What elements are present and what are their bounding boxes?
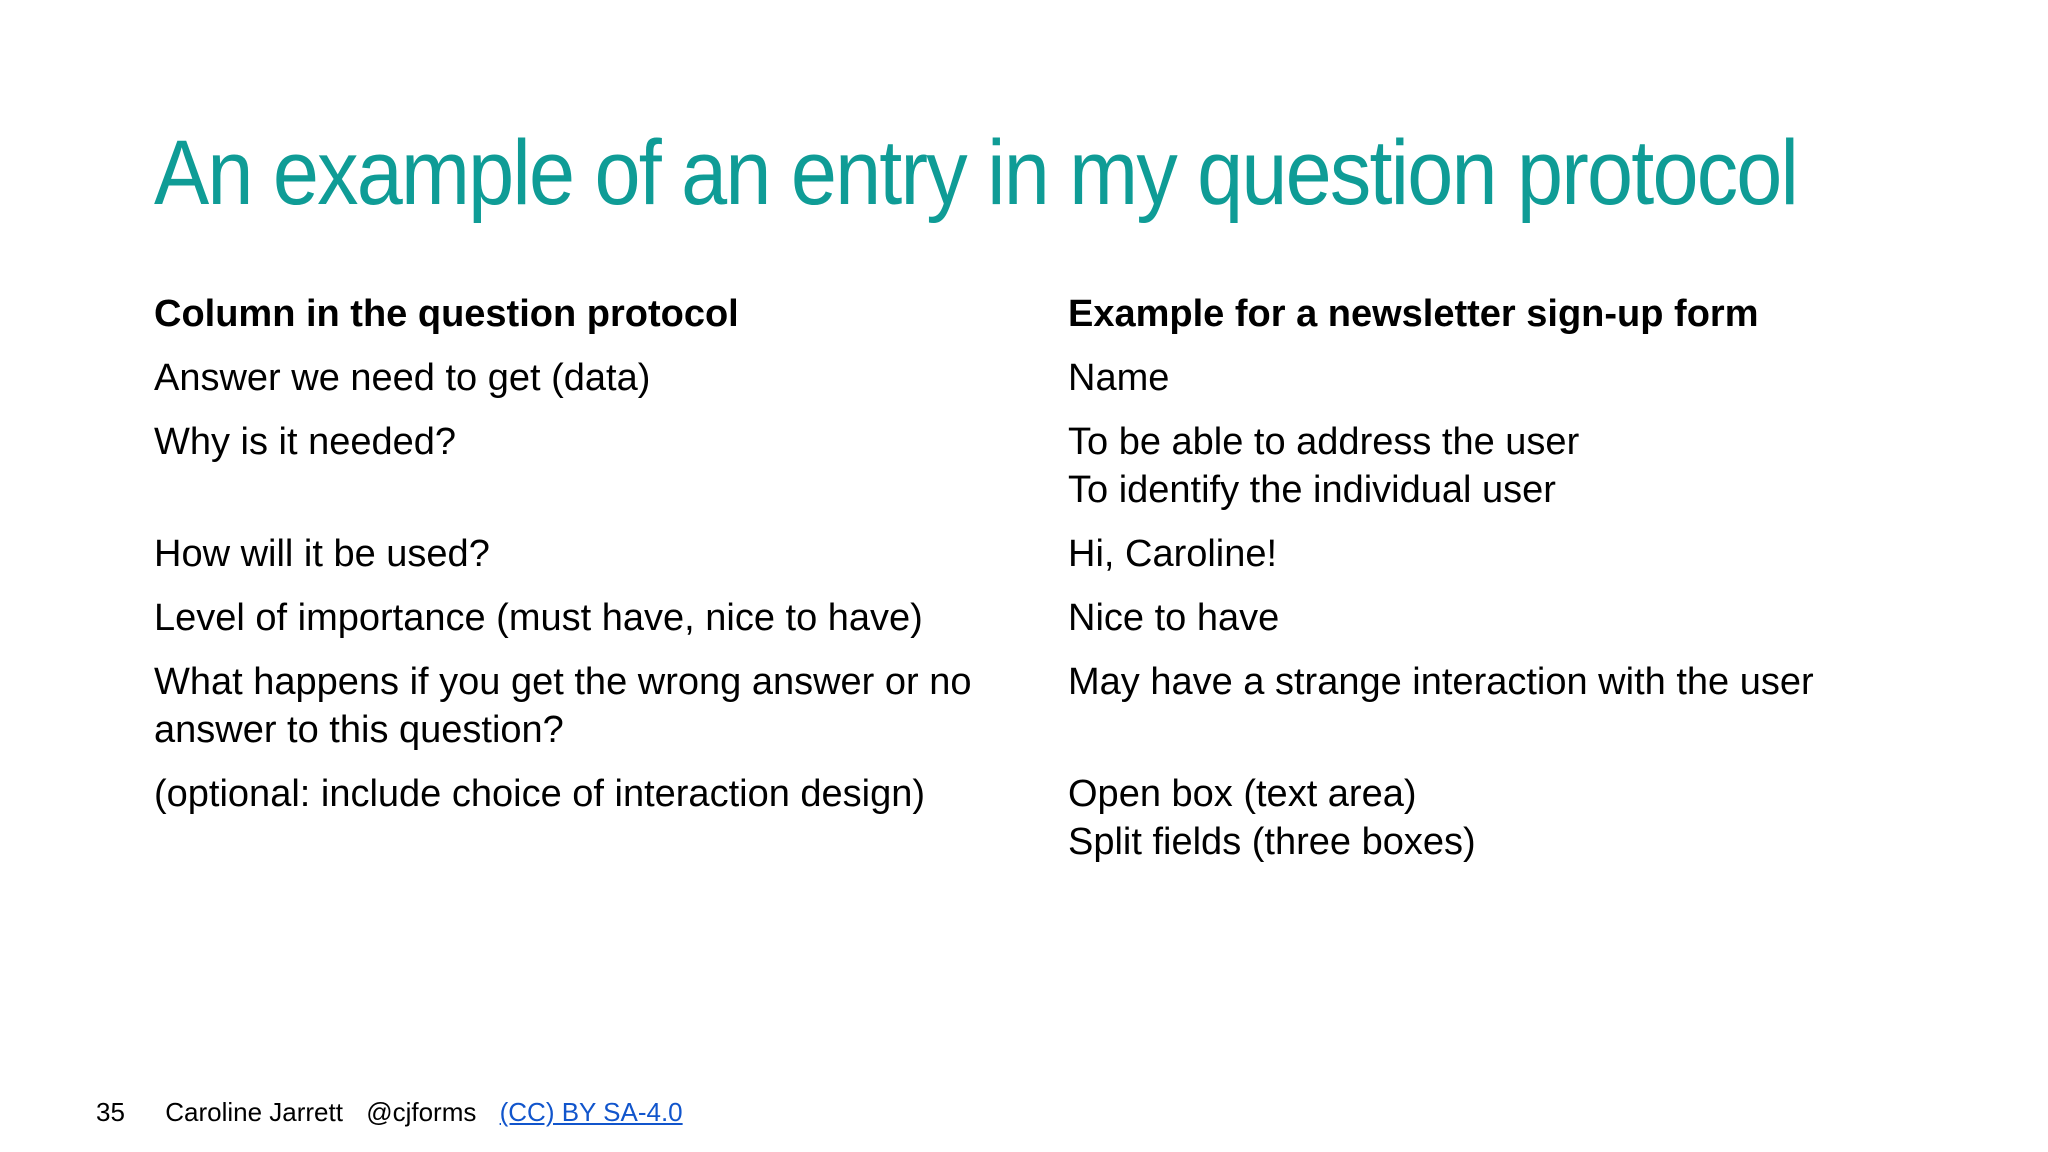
header-example: Example for a newsletter sign-up form (1068, 293, 1759, 335)
row-label (154, 530, 1068, 594)
row-example-line: Open box (text area) (1068, 773, 1417, 815)
row-label-line: Why is it needed? (154, 421, 457, 463)
page-number: 35 (96, 1097, 125, 1127)
row-label (154, 594, 1068, 658)
slide-title: An example of an entry in my question protocol (154, 122, 1798, 224)
row-label (154, 770, 1068, 882)
row-example (1068, 594, 1874, 658)
row-label (154, 354, 1068, 418)
row-example-line: To identify the individual user (1068, 469, 1556, 511)
row-example-line: Split fields (three boxes) (1068, 821, 1476, 863)
table-row (154, 354, 1874, 418)
table-row (154, 418, 1874, 530)
row-example (1068, 658, 1874, 770)
row-example-line: Nice to have (1068, 597, 1280, 639)
row-label-line: Level of importance (must have, nice to have) (154, 597, 923, 639)
author-handle: @cjforms (366, 1097, 477, 1127)
table-row (154, 530, 1874, 594)
table-row (154, 594, 1874, 658)
row-example (1068, 354, 1874, 418)
row-example-line: To be able to address the user (1068, 421, 1580, 463)
row-example-line: May have a strange interaction with the user (1068, 661, 1814, 703)
table-row (154, 770, 1874, 882)
row-label-line: What happens if you get the wrong answer or no (154, 661, 972, 703)
slide-footer (96, 1096, 683, 1128)
row-label (154, 418, 1068, 530)
row-example (1068, 770, 1874, 882)
table-header-row (154, 290, 1874, 354)
table-row (154, 658, 1874, 770)
row-label (154, 658, 1068, 770)
row-example-line: Hi, Caroline! (1068, 533, 1278, 575)
row-label-line: How will it be used? (154, 533, 490, 575)
row-label-line: Answer we need to get (data) (154, 357, 651, 399)
header-column-name: Column in the question protocol (154, 293, 739, 335)
row-label-line: (optional: include choice of interaction design) (154, 773, 926, 815)
author-name: Caroline Jarrett (165, 1097, 343, 1127)
row-label-line: answer to this question? (154, 709, 564, 751)
row-example (1068, 418, 1874, 530)
license-link[interactable]: (CC) BY SA-4.0 (499, 1097, 683, 1127)
protocol-table (154, 290, 1874, 882)
row-example-line: Name (1068, 357, 1170, 399)
row-example (1068, 530, 1874, 594)
